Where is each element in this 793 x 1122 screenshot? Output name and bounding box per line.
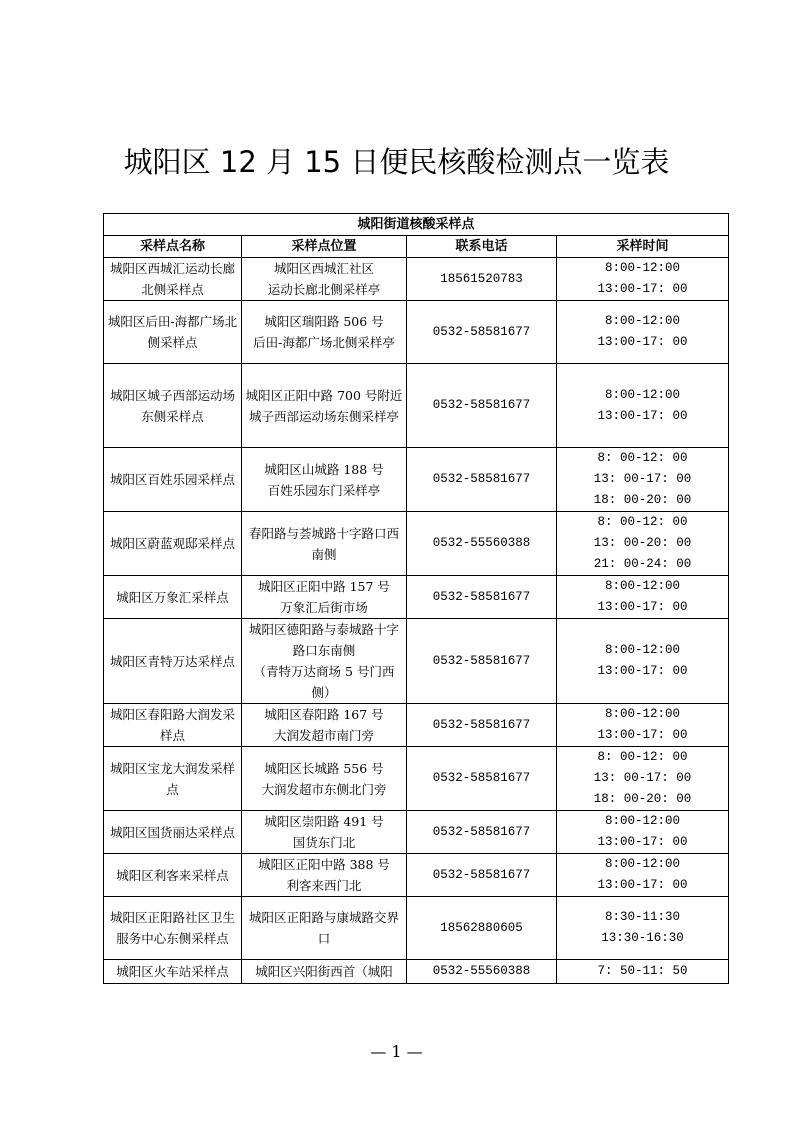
time-slot: 13: 00-20: 00: [593, 536, 692, 550]
column-header-name: 采样点名称: [104, 236, 242, 258]
location-line: 利客来西门北: [286, 878, 362, 893]
section-header: 城阳街道核酸采样点: [104, 214, 729, 236]
phone-cell: 0532-58581677: [407, 576, 557, 619]
sampling-time-cell: [557, 619, 729, 704]
time-slot: 8:30-11:30: [605, 910, 681, 924]
time-slot: 7: 50-11: 50: [597, 964, 688, 978]
time-slot: 13:00-17: 00: [597, 878, 688, 892]
phone-cell: 18562880605: [407, 897, 557, 960]
location-line: 大润发超市东侧北门旁: [261, 781, 387, 797]
sampling-time-cell: [557, 301, 729, 364]
table-row: [104, 854, 729, 897]
location-line: 百姓乐园东门采样亭: [267, 482, 381, 498]
site-location-cell: [242, 258, 407, 301]
time-slot: 13: 00-17: 00: [593, 771, 692, 785]
sampling-time-cell: [557, 747, 729, 811]
time-slot: 8: 00-12: 00: [597, 750, 688, 764]
sampling-time-cell: [557, 704, 729, 747]
location-line: 城阳区崇阳路 491 号: [264, 814, 384, 829]
time-slot: 13: 00-17: 00: [593, 472, 692, 486]
location-line: 城阳区正阳路与康城路交界口: [248, 910, 399, 946]
testing-sites-table: [103, 213, 729, 984]
site-name-cell: 城阳区宝龙大润发采样点: [104, 747, 242, 811]
time-slot: 13:00-17: 00: [597, 664, 688, 678]
table-body: [104, 258, 729, 984]
time-slot: 8:00-12:00: [605, 814, 681, 828]
phone-cell: 18561520783: [407, 258, 557, 301]
location-line: 城阳区西城汇社区: [273, 261, 374, 276]
site-name-cell: 城阳区利客来采样点: [104, 854, 242, 897]
site-location-cell: [242, 747, 407, 811]
time-slot: 13:00-17: 00: [597, 408, 688, 423]
table-row: [104, 704, 729, 747]
time-slot: 13:00-17: 00: [597, 282, 688, 296]
table-row: [104, 960, 729, 984]
site-location-cell: [242, 704, 407, 747]
table-row: [104, 301, 729, 364]
site-location-cell: [242, 897, 407, 960]
time-slot: 13:00-17: 00: [597, 335, 688, 349]
sampling-time-cell: [557, 960, 729, 984]
site-name-cell: 城阳区百姓乐园采样点: [104, 448, 242, 512]
table-row: [104, 897, 729, 960]
site-name-cell: 城阳区春阳路大润发采样点: [104, 704, 242, 747]
time-slot: 8:00-12:00: [605, 857, 681, 871]
location-line: 大润发超市南门旁: [273, 728, 374, 743]
table-row: [104, 364, 729, 448]
site-name-cell: 城阳区火车站采样点: [104, 960, 242, 984]
phone-cell: 0532-58581677: [407, 811, 557, 854]
sampling-time-cell: [557, 854, 729, 897]
site-location-cell: [242, 364, 407, 448]
site-name-cell: 城阳区城子西部运动场东侧采样点: [104, 364, 242, 448]
site-name-cell: 城阳区蔚蓝观邸采样点: [104, 512, 242, 576]
location-line: 城阳区山城路 188 号: [264, 461, 384, 477]
site-name-cell: 城阳区正阳路社区卫生服务中心东侧采样点: [104, 897, 242, 960]
table-row: [104, 448, 729, 512]
location-line: 城阳区正阳中路 157 号: [258, 579, 390, 594]
sampling-time-cell: [557, 512, 729, 576]
time-slot: 13:30-16:30: [601, 931, 684, 945]
page-number: — 1 —: [370, 1042, 423, 1061]
time-slot: 21: 00-24: 00: [593, 557, 692, 571]
time-slot: 8:00-12:00: [605, 579, 681, 593]
time-slot: 8:00-12:00: [605, 707, 681, 721]
table-row: [104, 619, 729, 704]
site-location-cell: [242, 811, 407, 854]
site-location-cell: [242, 854, 407, 897]
location-line: 国货东门北: [292, 835, 356, 850]
phone-cell: 0532-58581677: [407, 301, 557, 364]
sampling-time-cell: [557, 364, 729, 448]
site-name-cell: 城阳区青特万达采样点: [104, 619, 242, 704]
table-row: [104, 512, 729, 576]
time-slot: 8:00-12:00: [605, 387, 681, 402]
phone-cell: 0532-58581677: [407, 448, 557, 512]
phone-cell: 0532-55560388: [407, 512, 557, 576]
time-slot: 13:00-17: 00: [597, 600, 688, 614]
location-line: 城阳区春阳路 167 号: [264, 707, 384, 722]
time-slot: 8:00-12:00: [605, 261, 681, 275]
table-row: [104, 747, 729, 811]
location-line: 城阳区长城路 556 号: [264, 760, 384, 776]
phone-cell: 0532-55560388: [407, 960, 557, 984]
location-line: 城阳区德阳路与泰城路十字路口东南侧: [248, 622, 399, 658]
site-name-cell: 城阳区国货丽达采样点: [104, 811, 242, 854]
site-name-cell: 城阳区后田-海都广场北侧采样点: [104, 301, 242, 364]
site-location-cell: [242, 512, 407, 576]
site-location-cell: [242, 619, 407, 704]
time-slot: 8: 00-12: 00: [597, 515, 688, 529]
table-row: [104, 576, 729, 619]
phone-cell: 0532-58581677: [407, 854, 557, 897]
column-header-time: 采样时间: [557, 236, 729, 258]
sampling-time-cell: [557, 448, 729, 512]
sampling-time-cell: [557, 258, 729, 301]
sampling-time-cell: [557, 576, 729, 619]
phone-cell: 0532-58581677: [407, 747, 557, 811]
column-header-phone: 联系电话: [407, 236, 557, 258]
location-line: 运动长廊北侧采样亭: [267, 282, 381, 297]
site-location-cell: [242, 448, 407, 512]
site-location-cell: [242, 301, 407, 364]
time-slot: 18: 00-20: 00: [593, 792, 692, 806]
time-slot: 8: 00-12: 00: [597, 451, 688, 465]
phone-cell: 0532-58581677: [407, 364, 557, 448]
site-name-cell: 城阳区西城汇运动长廊北侧采样点: [104, 258, 242, 301]
time-slot: 8:00-12:00: [605, 314, 681, 328]
location-line: （青特万达商场 5 号门西侧）: [253, 664, 395, 700]
location-line: 城子西部运动场东侧采样亭: [248, 408, 399, 424]
phone-cell: 0532-58581677: [407, 704, 557, 747]
location-line: 城阳区正阳中路 388 号: [258, 857, 390, 872]
time-slot: 13:00-17: 00: [597, 728, 688, 742]
location-line: 城阳区正阳中路 700 号附近: [245, 387, 403, 403]
site-name-cell: 城阳区万象汇采样点: [104, 576, 242, 619]
site-location-cell: [242, 576, 407, 619]
location-line: 城阳区兴阳街西首（城阳: [255, 964, 393, 979]
column-header-location: 采样点位置: [242, 236, 407, 258]
table-row: [104, 811, 729, 854]
time-slot: 13:00-17: 00: [597, 835, 688, 849]
sampling-time-cell: [557, 897, 729, 960]
location-line: 万象汇后街市场: [280, 600, 368, 615]
site-location-cell: [242, 960, 407, 984]
page-title: 城阳区 12 月 15 日便民核酸检测点一览表: [123, 145, 670, 179]
time-slot: 18: 00-20: 00: [593, 493, 692, 507]
location-line: 后田-海都广场北侧采样亭: [253, 335, 395, 350]
location-line: 城阳区瑞阳路 506 号: [264, 314, 384, 329]
location-line: 春阳路与荟城路十字路口西南侧: [248, 525, 399, 562]
time-slot: 8:00-12:00: [605, 643, 681, 657]
phone-cell: 0532-58581677: [407, 619, 557, 704]
sampling-time-cell: [557, 811, 729, 854]
table-row: [104, 258, 729, 301]
